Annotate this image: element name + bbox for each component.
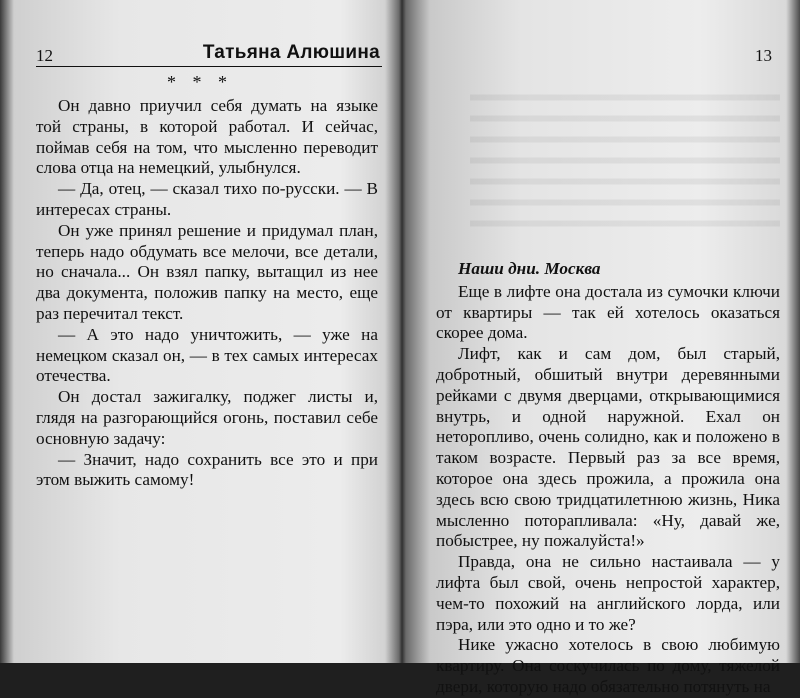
paragraph: Правда, она не сильно настаивала — у лифта был свой, очень непростой характер, чем-то похожий на английского лорда, или пэра, или это одно и то же?: [436, 552, 780, 634]
left-page-header: [36, 40, 382, 67]
running-head-author: Татьяна Алюшина: [202, 42, 380, 63]
left-page-body: [36, 96, 378, 491]
page-number: 12: [36, 46, 53, 65]
paragraph: — Значит, надо сохранить все это и при этом выжить самому!: [36, 449, 378, 490]
right-page-body: [436, 259, 780, 698]
show-through-text: [470, 82, 780, 232]
left-page: [0, 0, 400, 663]
section-title: Наши дни. Москва: [458, 259, 601, 278]
paragraph: Он достал зажигалку, поджег листы и, глядя на разгорающийся огонь, поставил себе основную задачу:: [36, 387, 378, 448]
section-separator: * * *: [167, 72, 233, 92]
paragraph: — А это надо уничтожить, — уже на немецком сказал он, — в тех самых интересах отечества.: [36, 324, 378, 386]
paragraph: Он давно приучил себя думать на языке той страны, в которой работал. И сейчас, поймав себя на том, что мысленно переводит слова отца на немецкий, улыбнулся.: [36, 96, 378, 178]
paragraph: — Да, отец, — сказал тихо по-русски. — В интересах страны.: [36, 179, 378, 219]
paragraph: Он уже принял решение и придумал план, теперь надо обдумать все мелочи, все детали, но сначала... Он взял папку, вытащил из нее два документа, положив папку на место, еще раз перечитал текст.: [36, 220, 378, 323]
page-number: 13: [755, 46, 772, 65]
paragraph: Нике ужасно хотелось в свою любимую квартиру. Она соскучилась по дому, тяжелой двери, которую надо обязательно потянуть на: [436, 635, 780, 696]
paragraph: Лифт, как и сам дом, был старый, добротный, обшитый внутри деревянными рейками с двумя дверцами, открывающимися внутрь, и одной наружной. Ехал он неторопливо, очень солидно, как и положено в таком возрасте. Первый раз за все время, которое она здесь прожила, а прожила она здесь всю свою тридцатилетнюю жизнь, Ника мысленно поторапливала: «Ну, давай же, побыстрее, ну пожалуйста!»: [436, 344, 780, 551]
paragraph: Еще в лифте она достала из сумочки ключи от квартиры — так ей хотелось оказаться скорее дома.: [436, 281, 780, 343]
right-page-header: [438, 40, 772, 66]
